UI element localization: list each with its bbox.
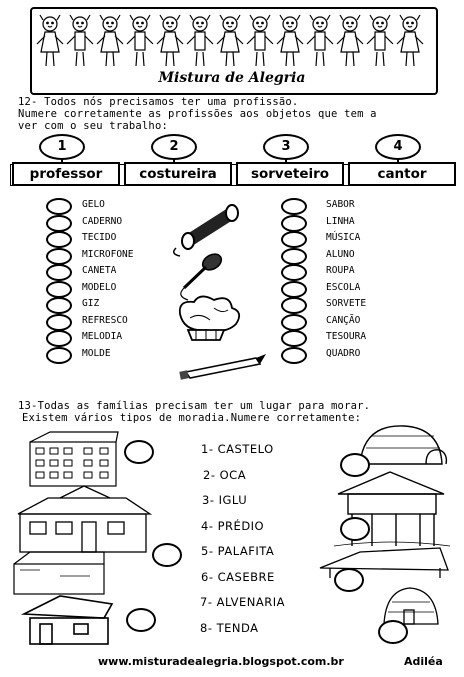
profession-costureira: costureira: [124, 162, 232, 186]
profession-number-1: 1: [39, 134, 85, 160]
profession-number-2: 2: [151, 134, 197, 160]
dwelling-label: 2- OCA: [203, 467, 247, 482]
object-word-left: CANETA: [82, 265, 117, 276]
answer-circle-building[interactable]: [124, 440, 154, 464]
answer-oval-left[interactable]: [46, 248, 72, 265]
object-word-right: QUADRO: [326, 347, 361, 359]
object-word-left: MOLDE: [82, 347, 111, 359]
object-word-right: TESOURA: [326, 331, 367, 342]
object-word-right: ESCOLA: [326, 281, 361, 293]
footer-author: Adiléa: [404, 655, 443, 668]
object-word-left: GIZ: [82, 298, 100, 309]
answer-circle-hut[interactable]: [378, 620, 408, 644]
answer-circle-tent[interactable]: [334, 568, 364, 592]
object-word-left: TECIDO: [82, 232, 117, 243]
house-icon: [18, 486, 150, 552]
page-title: Mistura de Alegria: [158, 70, 306, 86]
hut-icon: [384, 588, 438, 624]
answer-oval-left[interactable]: [46, 347, 72, 364]
answer-oval-right[interactable]: [281, 248, 307, 265]
profession-number-4: 4: [375, 134, 421, 160]
dwelling-label: 7- ALVENARIA: [200, 595, 285, 609]
q13-line-2: Existem vários tipos de moradia.Numere corretamente:: [22, 412, 362, 424]
shack-icon: [14, 552, 104, 594]
object-word-left: GELO: [82, 199, 105, 210]
object-word-left: MICROFONE: [82, 248, 134, 260]
thread-spool-icon: [174, 205, 238, 256]
answer-oval-left[interactable]: [46, 330, 72, 347]
dwelling-label: 4- PRÉDIO: [201, 518, 265, 533]
answer-oval-right[interactable]: [281, 347, 307, 364]
profession-sorveteiro: sorveteiro: [236, 162, 344, 186]
answer-oval-right[interactable]: [281, 314, 307, 331]
q12-line-2: Numere corretamente as profissões aos objetos que tem a: [18, 108, 377, 120]
answer-oval-right[interactable]: [281, 297, 307, 314]
object-word-right: ROUPA: [326, 265, 355, 276]
answer-oval-left[interactable]: [46, 264, 72, 281]
profession-number-3: 3: [263, 134, 309, 160]
object-word-right: SORVETE: [326, 298, 367, 309]
object-word-right: ALUNO: [326, 248, 355, 260]
object-word-left: MODELO: [82, 281, 117, 293]
footer-url: www.misturadealegria.blogspot.com.br: [98, 655, 344, 668]
answer-oval-left[interactable]: [46, 231, 72, 248]
profession-professor: professor: [12, 162, 120, 186]
object-word-right: CANÇÃO: [326, 314, 361, 326]
dwelling-label: 6- CASEBRE: [201, 569, 275, 584]
answer-oval-right[interactable]: [281, 330, 307, 347]
answer-circle-house[interactable]: [152, 543, 182, 567]
profession-cantor: cantor: [348, 162, 456, 186]
pencil-icon: [179, 354, 266, 380]
ice-cream-icon: [180, 296, 239, 340]
answer-oval-left[interactable]: [46, 215, 72, 232]
dwellings-illustration: [0, 428, 464, 648]
q13-line-1: 13-Todas as famílias precisam ter um lugar para morar.: [18, 400, 371, 412]
answer-oval-right[interactable]: [281, 264, 307, 281]
answer-oval-right[interactable]: [281, 281, 307, 298]
object-word-right: SABOR: [326, 199, 355, 210]
answer-oval-left[interactable]: [46, 314, 72, 331]
igloo-icon: [360, 426, 446, 464]
answer-oval-left[interactable]: [46, 198, 72, 215]
dwelling-label: 5- PALAFITA: [201, 544, 275, 558]
answer-oval-right[interactable]: [281, 215, 307, 232]
answer-circle-igloo[interactable]: [340, 453, 370, 477]
cottage-icon: [24, 596, 112, 644]
answer-circle-stilt-house[interactable]: [340, 517, 370, 541]
answer-oval-right[interactable]: [281, 198, 307, 215]
dwelling-label: 1- CASTELO: [201, 442, 274, 456]
microphone-icon: [181, 251, 224, 300]
object-word-left: MELODIA: [82, 331, 123, 342]
object-word-right: LINHA: [326, 215, 355, 227]
q12-line-3: ver com o seu trabalho:: [18, 120, 168, 132]
building-icon: [30, 432, 118, 486]
object-word-right: MÚSICA: [326, 232, 361, 243]
answer-oval-right[interactable]: [281, 231, 307, 248]
objects-illustration: [166, 196, 276, 386]
dwelling-label: 8- TENDA: [200, 620, 259, 635]
q12-line-1: 12- Todos nós precisamos ter uma profissão.: [18, 96, 299, 108]
answer-oval-left[interactable]: [46, 281, 72, 298]
object-word-left: CADERNO: [82, 215, 123, 227]
answer-circle-cottage[interactable]: [126, 608, 156, 632]
answer-oval-left[interactable]: [46, 297, 72, 314]
object-word-left: REFRESCO: [82, 314, 128, 326]
dwelling-label: 3- IGLU: [202, 493, 248, 507]
